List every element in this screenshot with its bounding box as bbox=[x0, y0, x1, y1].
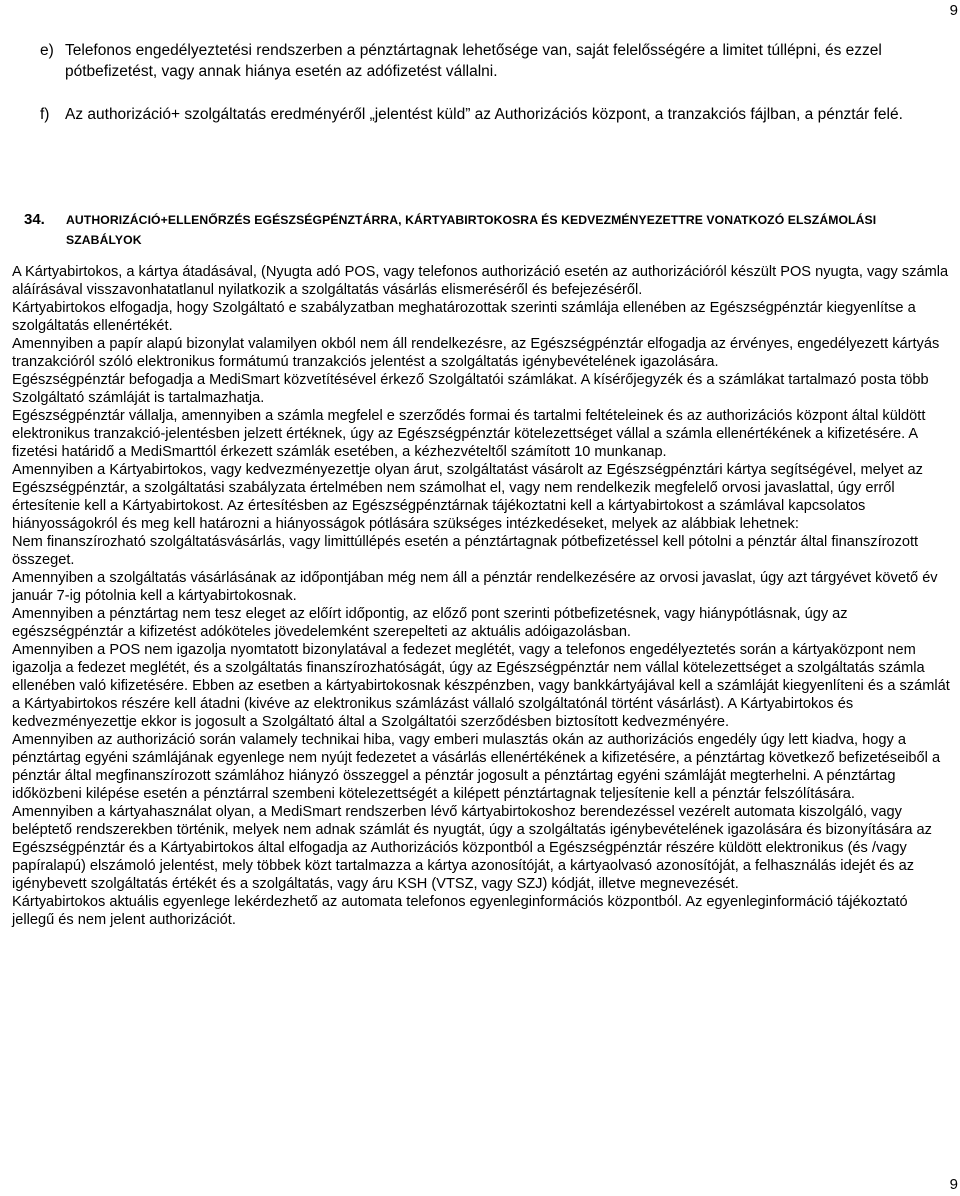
list-item-e bbox=[40, 40, 960, 82]
paragraph: Nem finanszírozható szolgáltatásvásárlás, vagy limittúllépés esetén a pénztártagnak pótbefizetéssel kell pótolni a pénztár által finanszírozott összeget. bbox=[12, 534, 919, 568]
paragraph: Amennyiben a POS nem igazolja nyomtatott bizonylatával a fedezet meglétét, vagy a telefonos engedélyeztetés során a kártyaközpont nem igazolja a fedezet meglétét, és a szolgáltatás finanszírozhatóságát, úgy az Egészségpénztár nem vállal kötelezettséget a szolgáltatás számla ellenében való kifizetésére. Ebben az esetben a kártyabirtokosnak készpénzben, vagy bankkártyájával kell a számláját kiegyenlíteni és a számlát a Kártyabirtokos részére kell átadni (kivéve az elektronikus számlázást vállaló szolgáltatónál történt vásárlást). A Kártyabirtokos és kedvezményezettje ekkor is jogosult a Szolgáltató által a Szolgáltatói szerződésben biztosított kedvezményére. bbox=[12, 642, 950, 730]
section-body bbox=[12, 263, 952, 929]
paragraph: Kártyabirtokos elfogadja, hogy Szolgáltató e szabályzatban meghatározottak szerinti számlája ellenében az Egészségpénztár kiegyenlítse a szolgáltatás ellenértékét. bbox=[12, 300, 916, 334]
paragraph: Amennyiben a kártyahasználat olyan, a MediSmart rendszerben lévő kártyabirtokoshoz berendezéssel vezérelt automata kiszolgáló, vagy beléptető rendszerekben történik, melyek nem adnak számlát és nyugtát, úgy a szolgáltatás igénybevételének igazolására és bizonyítására az Egészségpénztár és a Kártyabirtokos által elfogadja az Authorizációs központból a Egészségpénztár részére küldött elektronikus (és /vagy papíralapú) elszámoló jelentést, mely többek közt tartalmazza a kártya azonosítóját, a kártyaolvasó azonosítóját, a felhasználás idejét és az igénybevett szolgáltatás értékét és a szolgáltatás, vagy áru KSH (VTSZ, vagy SZJ) kódját, illetve megnevezését. bbox=[12, 804, 932, 892]
page-number-bottom: 9 bbox=[949, 1176, 958, 1193]
paragraph: Amennyiben az authorizáció során valamely technikai hiba, vagy emberi mulasztás okán az authorizációs engedély úgy lett kiadva, hogy a pénztártag egyéni számlájának egyenlege nem nyújt fedezetet a vásárlás ellenértékének a kifizetésére, a pénztártag következő befizetéseiből a pénztár által megfinanszírozott számlához hiányzó összeggel a pénztár jogosult a pénztártag egyéni számláját megterhelni. A pénztártag időközbeni kilépése esetén a pénztárral szembeni kötelezettségét a kilépett pénztártagnak teljesítenie kell a pénztár felszólítására. bbox=[12, 732, 941, 802]
list-item-marker: f) bbox=[40, 106, 50, 123]
paragraph: Egészségpénztár vállalja, amennyiben a számla megfelel e szerződés formai és tartalmi feltételeinek és az authorizációs központ által küldött elektronikus tranzakció-jelentésben jelzett értéknek, úgy az Egészségpénztár kötelezettséget vállal a számla ellenértékének a kifizetésére. A fizetési határidő a MediSmarttól érkezett számlák esetében, a kézhezvételtől számított 10 munkanap. bbox=[12, 408, 926, 460]
list-item-marker: e) bbox=[40, 42, 54, 59]
paragraph: Amennyiben a papír alapú bizonylat valamilyen okból nem áll rendelkezésre, az Egészségpénztár elfogadja az érvényes, engedélyezett kártyás tranzakcióról szóló elektronikus formátumú tranzakciós jelentést a szolgáltatás igénybevételének igazolására. bbox=[12, 336, 940, 370]
paragraph: Amennyiben a szolgáltatás vásárlásának az időpontjában még nem áll a pénztár rendelkezésére az orvosi javaslat, úgy azt tárgyévet követő év január 7-ig pótolnia kell a kártyabirtokosnak. bbox=[12, 570, 938, 604]
paragraph: Amennyiben a pénztártag nem tesz eleget az előírt időpontig, az előző pont szerinti pótbefizetésnek, vagy hiánypótlásnak, úgy az egészségpénztár a kifizetést adóköteles jövedelemként szerepelteti az aktuális adóigazolásban. bbox=[12, 606, 848, 640]
paragraph: Egészségpénztár befogadja a MediSmart közvetítésével érkező Szolgáltatói számlákat. A kísérőjegyzék és a számlákat tartalmazó posta több Szolgáltató számláját is tartalmazhatja. bbox=[12, 372, 929, 406]
list-item-text: Az authorizáció+ szolgáltatás eredményéről „jelentést küld” az Authorizációs központ, a tranzakciós fájlban, a pénztár felé. bbox=[65, 106, 903, 123]
list-item-text: Telefonos engedélyeztetési rendszerben a pénztártagnak lehetősége van, saját felelősségére a limitet túllépni, és ezzel pótbefizetést, vagy annak hiánya esetén az adófizetést vállalni. bbox=[65, 42, 882, 80]
section-number: 34. bbox=[24, 211, 45, 228]
section-34 bbox=[12, 210, 952, 929]
section-heading bbox=[12, 210, 952, 250]
list-item-f bbox=[40, 104, 960, 125]
paragraph: Amennyiben a Kártyabirtokos, vagy kedvezményezettje olyan árut, szolgáltatást vásárolt az Egészségpénztári kártya segítségével, melyet az Egészségpénztár, a szolgáltatási szabályzata értelmében nem számolhat el, vagy nem rendelkezik megfelelő orvosi javaslattal, úgy erről értesítenie kell a Kártyabirtokost. Az értesítésben az Egészségpénztárnak tájékoztatni kell a kártyabirtokost a számlával kapcsolatos hiányosságokról és meg kell határozni a hiányosságok pótlására szükséges intézkedéseket, melyek az alábbiak lehetnek: bbox=[12, 462, 923, 532]
page-number-top: 9 bbox=[949, 2, 958, 19]
section-title: AUTHORIZÁCIÓ+ELLENŐRZÉS EGÉSZSÉGPÉNZTÁRRA, KÁRTYABIRTOKOSRA ÉS KEDVEZMÉNYEZETTRE VONATKOZÓ ELSZÁMOLÁSI SZABÁLYOK bbox=[66, 213, 877, 247]
paragraph: Kártyabirtokos aktuális egyenlege lekérdezhető az automata telefonos egyenleginformációs központból. Az egyenleginformáció tájékoztató jellegű és nem jelent authorizációt. bbox=[12, 894, 908, 928]
paragraph: A Kártyabirtokos, a kártya átadásával, (Nyugta adó POS, vagy telefonos authorizáció esetén az authorizációról készült POS nyugta, vagy számla aláírásával visszavonhatatlanul nyilatkozik a szolgáltatás vásárlás elismeréséről és befejezéséről. bbox=[12, 264, 949, 298]
